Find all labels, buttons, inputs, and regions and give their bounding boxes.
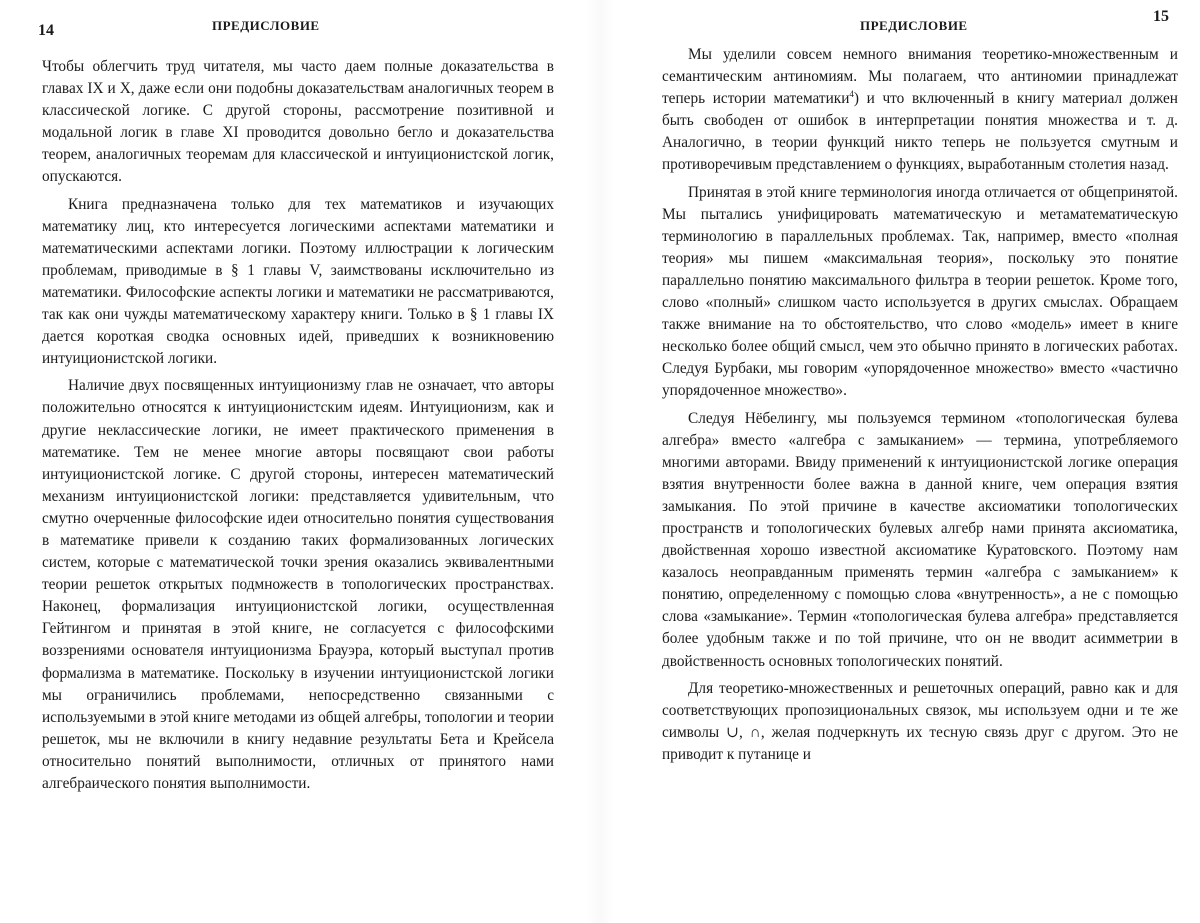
paragraph-text: Мы уделили совсем немного внимания теоретико-множественным и семантическим антиномиям. Мы полагаем, что антиномии принадлежат теперь истории математики: [662, 46, 1178, 108]
paragraph: [662, 44, 1178, 177]
paragraph: Принятая в этой книге терминология иногда отличается от общепринятой. Мы пытались унифицировать математическую и метаматематическую терминологию в параллельных проблемах. Так, например, вместо «полная теория» мы пишем «максимальная теория», поскольку это понятие параллельно понятию максимального фильтра в теории решеток. Кроме того, слово «полный» слишком часто используется в других смыслах. Обращаем также внимание на то обстоятельство, что слово «модель» имеет в книге несколько более общий смысл, чем это обычно принято в логических работах. Следуя Бурбаки, мы говорим «упорядоченное множество» вместо «частично упорядоченное множество».: [662, 183, 1178, 400]
paragraph: Следуя Нёбелингу, мы пользуемся термином «топологическая булева алгебра» вместо «алгебра с замыканием» — термина, употребляемого многими авторами. Ввиду применений к интуиционистской логике операция взятия внутренности более важна в данной книге, чем операция взятия замыкания. По этой причине в качестве аксиоматики топологических пространств и топологических булевых алгебр нами принята аксиоматика, двойственная хорошо известной аксиоматике Куратовского. Поэтому нам казалось неоправданным применять термин «алгебра с замыканием» к понятию, определенному с помощью слова «внутренность», а не с помощью слова «замыкание». Термин «топологическая булева алгебра» представляется более удобным также и по той причине, что он не вводит асимметрии в двойственность основных топологических понятий.: [662, 409, 1178, 670]
right-page-number: 15: [1153, 8, 1169, 25]
paragraph: Для теоретико-множественных и решеточных операций, равно как и для соответствующих пропозициональных связок, мы используем одни и те же символы ∪, ∩, желая подчеркнуть их тесную связь друг с другом. Это не приводит к путанице и: [662, 679, 1178, 763]
paragraph: Наличие двух посвященных интуиционизму глав не означает, что авторы положительно относятся к интуиционистским идеям. Интуиционизм, как и другие неклассические логики, не имеет практического применения в математике. Тем не менее многие авторы посвящают свои работы интуиционистской логике. С другой стороны, интересен математический механизм интуиционистской логики: представляется удивительным, что смутно очерченные философские идеи относительно понятия существования в математике привели к созданию таких формализованных логических систем, которые с математической точки зрения оказались эквивалентными теории решеток открытых подмножеств в топологических пространствах. Наконец, формализация интуиционистской логики, осуществленная Гейтингом и принятая в этой книге, не согласуется с философскими воззрениями основателя интуиционизма Брауэра, который выступал против формализма в математике. Поскольку в изучении интуиционистской логики мы ограничились проблемами, непосредственно связанными с используемыми в этой книге методами из общей алгебры, топологии и теории решеток, мы не включили в книгу недавние результаты Бета и Крейсела относительно понятий выполнимости, отличных от принятого нами алгебраического понятия выполнимости.: [42, 377, 554, 792]
right-page: [600, 0, 1200, 923]
right-running-head: ПРЕДИСЛОВИЕ: [860, 18, 968, 33]
paragraph: Книга предназначена только для тех математиков и изучающих математику лиц, кто интересуется логическими аспектами математики и математическими аспектами логики. Поэтому иллюстрации к логическим проблемам, приводимые в § 1 главы V, заимствованы исключительно из математики. Философские аспекты логики и математики не рассматриваются, так как они чужды математическому характеру книги. Только в § 1 главы IX дается короткая сводка основных идей, приведших к возникновению интуиционистской логики.: [42, 195, 554, 368]
footnote-mark: 4: [849, 89, 854, 100]
paragraph: Чтобы облегчить труд читателя, мы часто даем полные доказательства в главах IX и X, даже если они подобны доказательствам аналогичных теорем в классической логике. С другой стороны, рассмотрение позитивной и модальной логик в главе XI проводится довольно бегло и доказательства теорем, аналогичных теоремам для классической и интуиционистской логик, опускаются.: [42, 58, 554, 186]
right-body-text: [662, 44, 1178, 766]
left-running-head: ПРЕДИСЛОВИЕ: [212, 18, 320, 33]
left-body-text: [42, 56, 554, 795]
left-page-number: 14: [38, 22, 54, 39]
paragraph-text: ) и что включенный в книгу материал должен быть свободен от ошибок в интерпретации понятия множества и т. д. Аналогично, в теории функций никто теперь не пользуется смутным и противоречивым представлением о функциях, выработанным столетия назад.: [662, 90, 1178, 174]
